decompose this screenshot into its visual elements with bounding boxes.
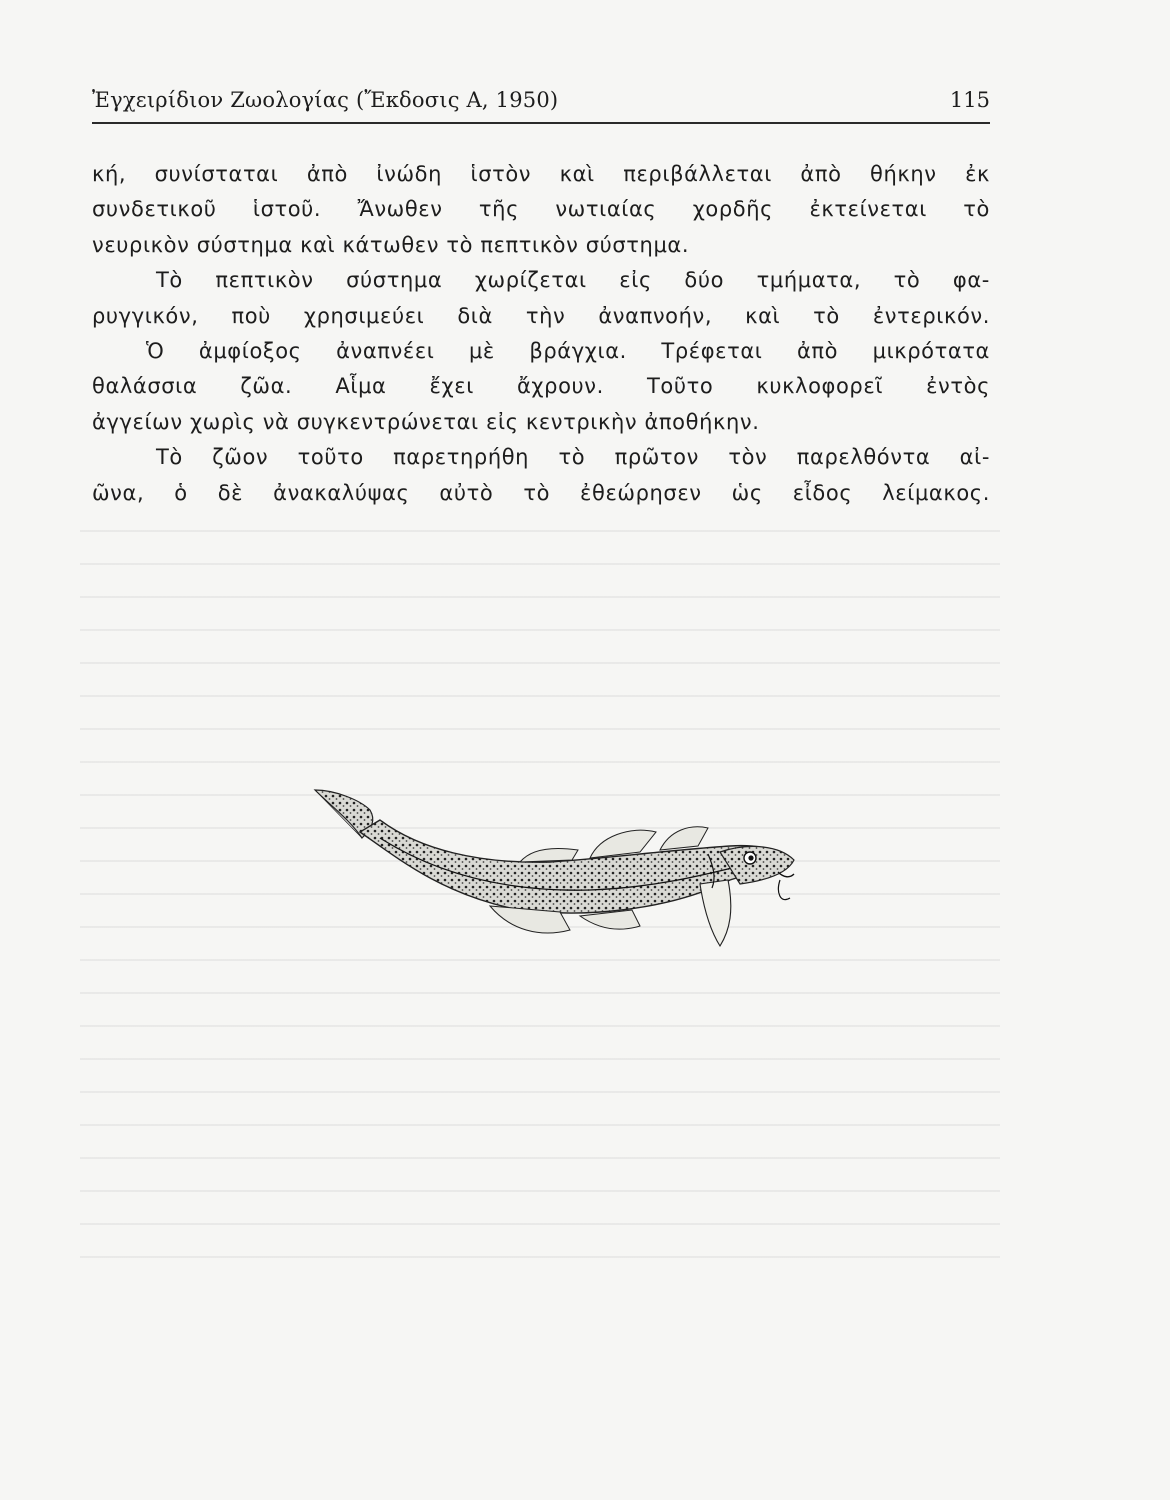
text-line: ἀγγείων χωρὶς νὰ συγκεντρώνεται εἰς κεντρικὴν ἀποθήκην. [92,409,760,434]
text-line: νευρικὸν σύστημα καὶ κάτωθεν τὸ πεπτικὸν σύστημα. [92,232,690,257]
header-rule [92,122,990,124]
page-number: 115 [949,88,990,112]
text-line: Ὁ ἀμφίοξος ἀναπνέει μὲ βράγχια. Τρέφεται ἀπὸ μικρότατα [146,338,990,363]
text-line: κή, συνίσταται ἀπὸ ἰνώδη ἱστὸν καὶ περιβάλλεται ἀπὸ θήκην ἐκ [92,162,990,186]
text-line: θαλάσσια ζῶα. Αἷμα ἔχει ἄχρουν. Τοῦτο κυκλοφορεῖ ἐντὸς [92,374,990,399]
text-line: ῶνα, ὁ δὲ ἀνακαλύψας αὐτὸ τὸ ἐθεώρησεν ὡς εἶδος λείμακος. [92,480,990,505]
fish-illustration-icon [310,780,800,960]
running-header [92,86,990,122]
text-line: συνδετικοῦ ἱστοῦ. Ἄνωθεν τῆς νωτιαίας χορδῆς ἐκτείνεται τὸ [92,197,990,222]
text-line: ρυγγικόν, ποὺ χρησιμεύει διὰ τὴν ἀναπνοήν, καὶ τὸ ἐντερικόν. [92,303,990,328]
running-title: Ἐγχειρίδιον Ζωολογίας (Ἔκδοσις Α, 1950) [92,88,559,112]
body-text [92,157,990,511]
text-line: Τὸ πεπτικὸν σύστημα χωρίζεται εἰς δύο τμήματα, τὸ φα- [156,268,990,293]
text-line: Τὸ ζῶον τοῦτο παρετηρήθη τὸ πρῶτον τὸν παρελθόντα αἰ- [156,445,990,470]
